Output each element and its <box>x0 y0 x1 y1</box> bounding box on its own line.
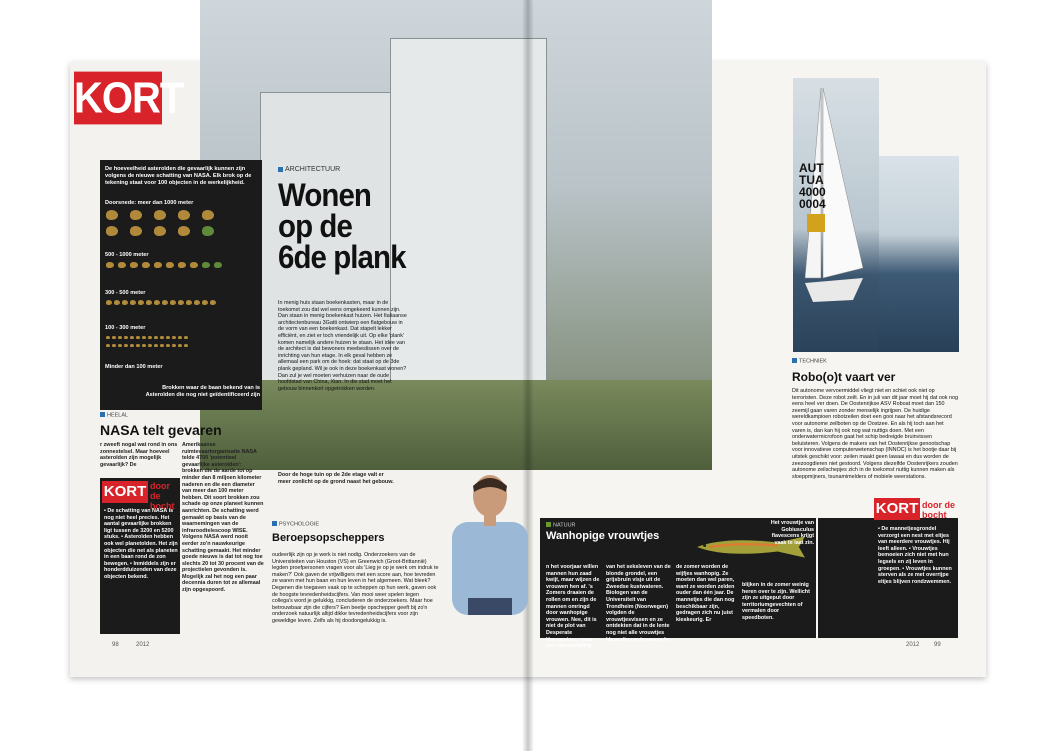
asteroid-rock <box>118 262 126 268</box>
asteroid-rock <box>130 210 142 220</box>
asteroid-rock <box>142 262 150 268</box>
natuur-box <box>540 518 816 650</box>
asteroid-rock <box>130 336 134 339</box>
asteroid-rock <box>106 336 110 339</box>
asteroid-infographic <box>100 160 262 410</box>
asteroid-rock <box>166 336 170 339</box>
asteroid-rock <box>170 300 176 305</box>
kort-small-logo-right: KORT <box>874 498 920 520</box>
beroep-body: oudeerlijk zijn op je werk is niet nodig. Onderzoekers van de Universiteiten van Houston (VS) en Greenwich (Groot-Brittannië) legden proefpersonen vragen voor als 'Lieg je op je werk om indruk te maken?' Ook gaven de vrijwilligers met een score aan, hoe tevreden ze waren met hun baan en hun leven in het algemeen. Wat bleek? Degenen die toegaven vaak op te scheppen op hun werk, gaven ook de hoogste tevredenheidscijfers. Van mooi weer spelen tegen collega's word je gelukkig, concluderen de onderzoekers. Maar hoe betrouwbaar zijn die cijfers? Een beetje opschepper geeft bij zo'n onderzoek natuurlijk altijd dikke tevredenheidscijfers voor zijn geweldige leven. Zelfs als hij doodongelukkig is. <box>272 552 439 624</box>
asteroid-rock <box>106 344 110 347</box>
asteroid-rock <box>136 344 140 347</box>
asteroid-rock <box>166 262 174 268</box>
asteroid-rock <box>142 344 146 347</box>
asteroid-rock <box>154 336 158 339</box>
asteroid-rock <box>142 336 146 339</box>
sea-photo <box>879 156 959 352</box>
row-label-5: Minder dan 100 meter <box>105 364 163 370</box>
asteroid-rock <box>184 344 188 347</box>
beroep-title: Beroepsopscheppers <box>272 532 385 544</box>
asteroid-rock <box>146 300 152 305</box>
nat-title: Wanhopige vrouwtjes <box>546 530 660 542</box>
page-brand-left: 2012 <box>136 642 150 648</box>
asteroid-rock <box>160 336 164 339</box>
tag-architectuur: ARCHITECTUUR <box>278 166 340 173</box>
arch-title: Wonen op de 6de plank <box>278 177 406 275</box>
asteroid-rock <box>202 300 208 305</box>
asteroid-header: De hoeveelheid asteroïden die gevaarlijk kunnen zijn volgens de nieuwe schatting van NASA. Elk brok op de tekening staat voor 100 objecten in de werkelijkheid. <box>105 166 252 186</box>
nat-col2: van het seksleven van de blonde grondel, een grijsbruin visje uit de Zweedse kustwateren. Biologen van de Universiteit van Trondheim (Noorwegen) volgden de vrouwtjesvissen en ze ontdekten dat in de lente nog niet alle vrouwtjes klaar zijn om te paren. In <box>606 564 671 643</box>
nat-col4: blijken in de zomer weinig heren over te zijn. Wellicht zijn ze uitgeput door territoriumgevechten of vermalen door speedboten. <box>742 582 810 621</box>
page-brand-right: 2012 <box>906 642 920 648</box>
asteroid-rock <box>194 300 200 305</box>
asteroid-rock <box>130 226 142 236</box>
asteroid-rock <box>186 300 192 305</box>
asteroid-rock <box>112 336 116 339</box>
asteroid-rock <box>184 336 188 339</box>
asteroid-rock <box>202 226 214 236</box>
page-number-left: 98 <box>112 642 119 648</box>
door-de-bocht-label-right: door de bocht <box>922 500 955 520</box>
row-label-4: 100 - 300 meter <box>105 325 146 331</box>
arch-body: In menig huis staan boekenkasten, maar in de toekomst zou dat wel eens omgekeerd kunnen zijn. Dan staan in menig boekenkast huizen. Het Italiaanse architectenbureau 3Gatti ontwierp een flatgebouw in de vorm van een boekenkast. Dat stapelt lekker efficiënt, en ziet er toch vriendelijk uit. Op elke 'plank' komen namelijk andere huizen te staan. Het idee van de architect is dat bewoners meebeslissen over de inrichting van hun etage. In elk geval hebben ze allemaal een park om de hoek: dat staat op de 3de plank gepland. Wil je ook in deze boekenkast wonen? Dan zul je wel moeten verhuizen naar de oude hoofdstad van China, Xian. In die stad moet het gebouw binnenkort opgetrokken worden. <box>278 300 407 392</box>
asteroid-rock <box>160 344 164 347</box>
asteroid-rock <box>178 210 190 220</box>
arch-caption: Door de hoge tuin op de 2de etage valt er meer zonlicht op de grond naast het gebouw. <box>278 472 394 485</box>
kort-small-logo: KORT <box>102 481 148 503</box>
kort-logo: KORT <box>74 72 162 125</box>
tag-natuur: NATUUR <box>546 522 576 529</box>
asteroid-rock <box>148 336 152 339</box>
row-label-3: 300 - 500 meter <box>105 290 146 296</box>
man-photo <box>440 470 540 615</box>
asteroid-rock <box>106 210 118 220</box>
nat-col1: n het voorjaar willen mannen hun zaad kwijt, maar wijzen de vrouwen hen af. 's Zomers draaien de rollen om en zijn de mannen omringd door wanhopige vrouwen. Nee, dit is niet de plot van Desperate Housewives, maar een samenvatting <box>546 564 600 650</box>
asteroid-rock <box>214 262 222 268</box>
asteroid-rock <box>114 300 120 305</box>
robo-title: Robo(o)t vaart ver <box>792 370 896 384</box>
sail-drawing <box>793 78 879 352</box>
sail-number: AUT TUA 4000 0004 <box>799 161 826 211</box>
asteroid-rock <box>118 336 122 339</box>
nat-col3: de zomer worden de wijfjes wanhopig. Ze moeten dan wel paren, want ze worden zelden ouder dan één jaar. De mannetjes die dan nog beschikbaar zijn, gedragen zich nu juist kieskeurig. Er <box>676 564 735 623</box>
asteroid-rock <box>136 336 140 339</box>
asteroid-rock <box>138 300 144 305</box>
asteroid-rock <box>190 262 198 268</box>
row-label-2: 500 - 1000 meter <box>105 252 149 258</box>
nasa-body: Amerikaanse ruimtevaartorganisatie NASA telde 4700 'potentieel gevaarlijke asteroïden': brokken die de aarde tot op minder dan 8 miljoen kilometer naderen en die een diameter van meer dan 100 meter hebben. Dit soort brokken zou schade op onze planeet kunnen aanrichten. De schatting werd gemaakt op basis van de waarnemingen van de infraroodtelescoop WISE. Volgens NASA werd nooit eerder zo'n nauwkeurige schatting gemaakt. Het minder goede nieuws is dat tot nog toe slechts 20 tot 30 procent van de projectielen gevonden is. Mogelijk zal het nog een paar decennia duren tot ze allemaal zijn opgespoord. <box>182 442 264 594</box>
fish-caption: Het vrouwtje van Gobiusculus flavescens krijgt vaak te laat zin. <box>770 520 814 546</box>
asteroid-rock <box>166 344 170 347</box>
tag-heelal: HEELAL <box>100 412 128 419</box>
asteroid-rock <box>130 300 136 305</box>
page-fold <box>522 0 534 751</box>
asteroid-rock <box>154 344 158 347</box>
asteroid-rock <box>124 344 128 347</box>
asteroid-rock <box>130 262 138 268</box>
nasa-intro: r zweeft nogal wat rond in ons zonnestelsel. Maar hoeveel asteroïden zijn mogelijk gevaarlijk? De <box>100 442 178 468</box>
asteroid-rock <box>106 226 118 236</box>
asteroid-rock <box>210 300 216 305</box>
park-ground <box>200 380 712 470</box>
asteroid-rock <box>154 210 166 220</box>
asteroid-footnote: Brokken waar de baan bekend van is Asteroïden die nog niet geïdentificeerd zijn <box>145 385 260 398</box>
asteroid-rock <box>172 344 176 347</box>
sailboat-photo <box>793 78 879 352</box>
kort-bullets: • De schatting van NASA is nog niet heel precies. Het aantal gevaarlijke brokken ligt tussen de 3200 en 5200 stuks. • Asteroïden hebben ook wel planetoïden. Het zijn objecten die net als planeten in een baan rond de zon bewegen. • Inmiddels zijn er honderdduizenden van deze objecten bekend. <box>104 508 178 580</box>
asteroid-rock <box>124 336 128 339</box>
asteroid-rock <box>178 344 182 347</box>
asteroid-rock <box>118 344 122 347</box>
asteroid-rock <box>154 262 162 268</box>
asteroid-rock <box>106 262 114 268</box>
tag-techniek: TECHNIEK <box>792 358 827 365</box>
asteroid-rock <box>172 336 176 339</box>
tag-psychologie: PSYCHOLOGIE <box>272 521 319 528</box>
asteroid-rock <box>112 344 116 347</box>
robo-body: Dit autonome vervoermiddel vliegt niet en schiet ook niet op terroristen. Deze robot zeilt. En in juli van dit jaar moet hij dat ook nog eens heel ver doen. De Oostenrijkse ASV Roboat moet dan 150 zeemijl gaan varen zonder menselijk ingrijpen. De huidige wereldkampioen robotzeilen doet een gooi naar het afstandsrecord voor autonome zeilboten op de Oostzee. En als hij toch aan het varen is, dan kan hij ook nog wat nuttigs doen. Met een onderwatermicrofoon gaat het schip bedreigde bruinvissen beluisteren. Volgens de makers van het Oostenrijkse genootschap voor innovatieve computerwetenschap (INNOC) is het bootje daar bij uitstek geschikt voor: zeilen maakt geen lawaai en dus worden de zeezoogdieren niet gestoord. Volgens diezelfde Oostenrijkers zouden autonome zeilschepjes zich in de toekomst nuttig kunnen maken als sloeppmijners, tsunamimelders of mobiele weerstations. <box>792 388 958 480</box>
door-de-bocht-label: door de bocht <box>150 481 175 511</box>
asteroid-rock <box>178 300 184 305</box>
kort-door-de-bocht-right <box>818 500 958 638</box>
asteroid-rock <box>202 210 214 220</box>
kort-bullets-right: • De mannetjesgrondel verzorgt een nest met eitjes van meerdere vrouwtjes. Hij leeft alleen. • Vrouwtjes bemoeien zich niet met hun legsels en zij leven in groepen. • Vrouwtjes kunnen sterven als ze met overrijpe eitjes blijven rondzwemmen. <box>878 526 952 585</box>
asteroid-rock <box>178 226 190 236</box>
asteroid-rock <box>178 336 182 339</box>
asteroid-rock <box>154 300 160 305</box>
asteroid-rock <box>162 300 168 305</box>
asteroid-rock <box>154 226 166 236</box>
row-label-1: Doorsnede: meer dan 1000 meter <box>105 200 194 206</box>
asteroid-rock <box>122 300 128 305</box>
asteroid-rock <box>202 262 210 268</box>
nasa-title: NASA telt gevaren <box>100 422 222 438</box>
page-number-right: 99 <box>934 642 941 648</box>
asteroid-rock <box>106 300 112 305</box>
kort-door-de-bocht-left <box>100 478 180 634</box>
asteroid-rock <box>130 344 134 347</box>
building-photo <box>200 0 712 470</box>
asteroid-rock <box>178 262 186 268</box>
asteroid-rock <box>148 344 152 347</box>
